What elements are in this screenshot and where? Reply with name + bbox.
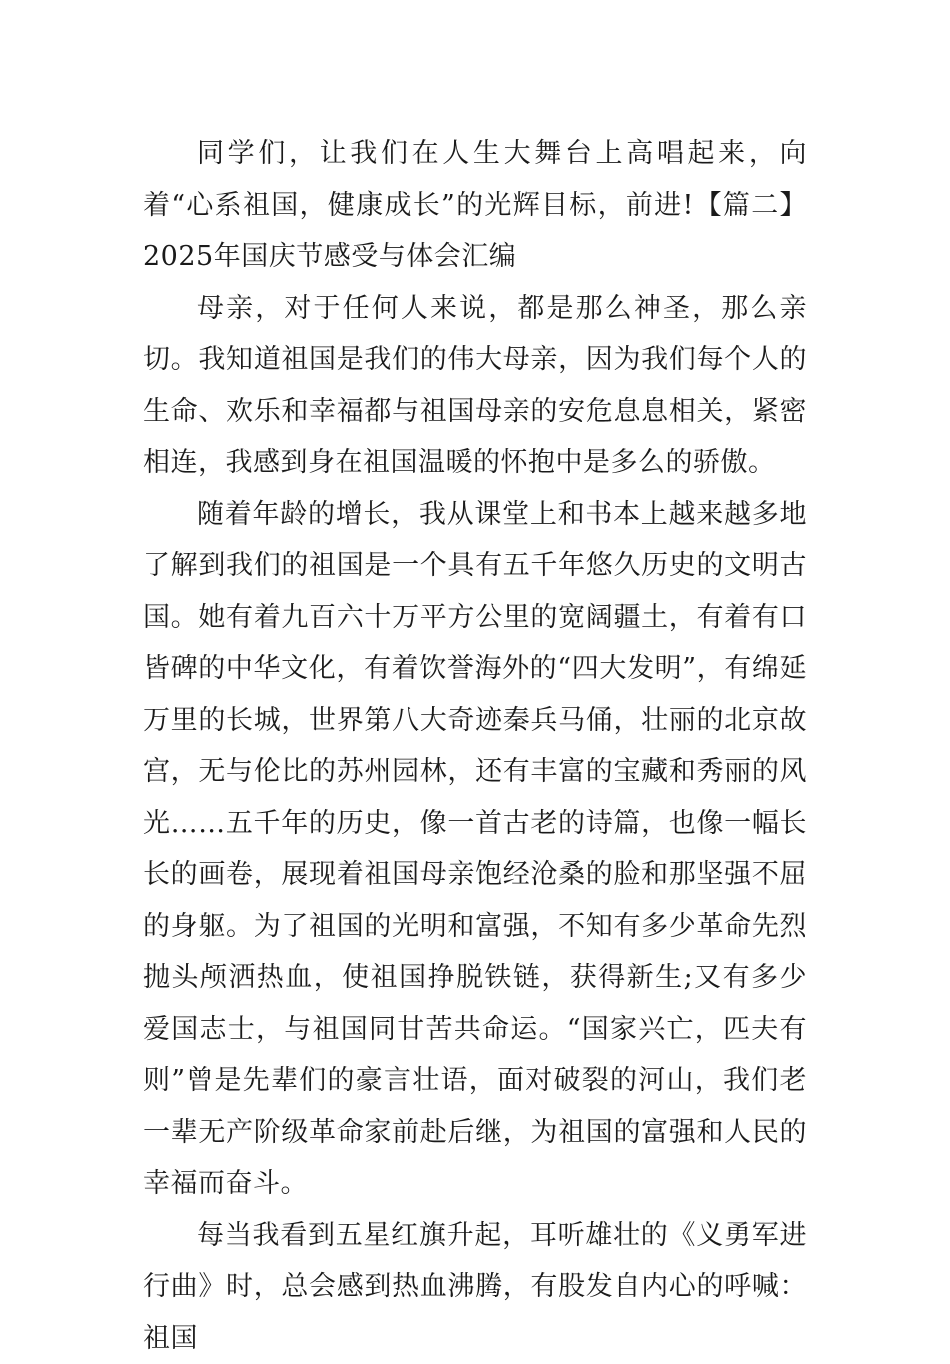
paragraph-4: 每当我看到五星红旗升起，耳听雄壮的《义勇军进行曲》时，总会感到热血沸腾，有股发自内心的呼喊：祖国 (143, 1210, 807, 1364)
paragraph-2: 母亲，对于任何人来说，都是那么神圣，那么亲切。我知道祖国是我们的伟大母亲，因为我们每个人的生命、欢乐和幸福都与祖国母亲的安危息息相关，紧密相连，我感到身在祖国温暖的怀抱中是多么的骄傲。 (143, 283, 807, 489)
document-body (143, 128, 807, 1364)
paragraph-1: 同学们，让我们在人生大舞台上高唱起来，向着“心系祖国，健康成长”的光辉目标，前进!【篇二】2025年国庆节感受与体会汇编 (143, 128, 807, 283)
paragraph-3: 随着年龄的增长，我从课堂上和书本上越来越多地了解到我们的祖国是一个具有五千年悠久历史的文明古国。她有着九百六十万平方公里的宽阔疆土，有着有口皆碑的中华文化，有着饮誉海外的“四大发明”，有绵延万里的长城，世界第八大奇迹秦兵马俑，壮丽的北京故宫，无与伦比的苏州园林，还有丰富的宝藏和秀丽的风光……五千年的历史，像一首古老的诗篇，也像一幅长长的画卷，展现着祖国母亲饱经沧桑的脸和那坚强不屈的身躯。为了祖国的光明和富强，不知有多少革命先烈抛头颅洒热血，使祖国挣脱铁链，获得新生;又有多少爱国志士，与祖国同甘苦共命运。“国家兴亡，匹夫有则”曾是先辈们的豪言壮语，面对破裂的河山，我们老一辈无产阶级革命家前赴后继，为祖国的富强和人民的幸福而奋斗。 (143, 489, 807, 1210)
